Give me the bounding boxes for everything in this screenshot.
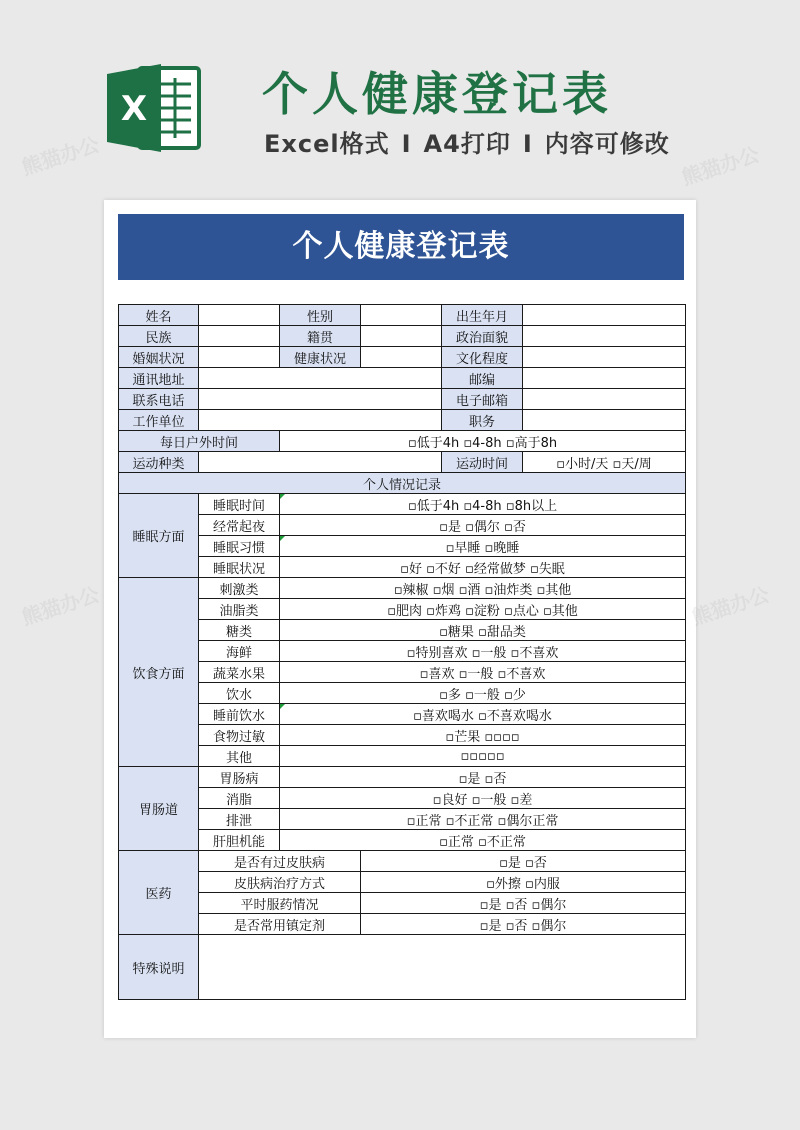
banner-subtitle [264,124,670,159]
item-label: 刺激类 [199,578,280,599]
email-label: 电子邮箱 [442,389,523,410]
item-options[interactable]: ▫糖果 ▫甜品类 [280,620,686,641]
table-row [119,431,686,452]
postcode-label: 邮编 [442,368,523,389]
marital-cell[interactable] [199,347,280,368]
item-options[interactable]: ▫好 ▫不好 ▫经常做梦 ▫失眠 [280,557,686,578]
outdoor-time-label: 每日户外时间 [119,431,280,452]
native-label: 籍贯 [280,326,361,347]
section-label: 睡眠方面 [119,494,199,578]
item-options[interactable]: ▫是 ▫否 [361,851,686,872]
health-form-table [118,304,686,1000]
watermark: 熊猫办公 [18,132,103,180]
item-options[interactable]: ▫是 ▫否 ▫偶尔 [361,893,686,914]
table-row [119,578,686,599]
birth-label: 出生年月 [442,305,523,326]
excel-logo-icon [103,60,203,156]
address-label: 通讯地址 [119,368,199,389]
item-label: 其他 [199,746,280,767]
health-label: 健康状况 [280,347,361,368]
sport-type-cell[interactable] [199,452,442,473]
marital-label: 婚姻状况 [119,347,199,368]
item-options[interactable]: ▫芒果 ▫▫▫▫ [280,725,686,746]
table-row [119,305,686,326]
birth-cell[interactable] [523,305,686,326]
ethnicity-cell[interactable] [199,326,280,347]
item-options[interactable]: ▫▫▫▫▫ [280,746,686,767]
notes-label: 特殊说明 [119,935,199,1000]
item-label: 肝胆机能 [199,830,280,851]
item-label: 胃肠病 [199,767,280,788]
item-label: 平时服药情况 [199,893,361,914]
political-cell[interactable] [523,326,686,347]
item-label: 睡前饮水 [199,704,280,725]
table-row [119,368,686,389]
item-options[interactable]: ▫是 ▫偶尔 ▫否 [280,515,686,536]
separator: I [401,130,412,158]
political-label: 政治面貌 [442,326,523,347]
table-row [119,536,686,557]
table-row [119,410,686,431]
position-label: 职务 [442,410,523,431]
table-row [119,641,686,662]
table-row [119,452,686,473]
feature-print: A4打印 [423,130,511,158]
item-options[interactable]: ▫特别喜欢 ▫一般 ▫不喜欢 [280,641,686,662]
education-cell[interactable] [523,347,686,368]
gender-label: 性别 [280,305,361,326]
logo-letter: X [120,89,148,129]
table-row [119,662,686,683]
banner-title: 个人健康登记表 [262,67,612,121]
watermark: 熊猫办公 [688,582,773,630]
sport-type-label: 运动种类 [119,452,199,473]
workplace-label: 工作单位 [119,410,199,431]
item-label: 排泄 [199,809,280,830]
item-label: 油脂类 [199,599,280,620]
position-cell[interactable] [523,410,686,431]
gender-cell[interactable] [361,305,442,326]
table-row [119,599,686,620]
item-label: 糖类 [199,620,280,641]
workplace-cell[interactable] [199,410,442,431]
table-row [119,704,686,725]
item-label: 睡眠习惯 [199,536,280,557]
item-label: 海鲜 [199,641,280,662]
name-cell[interactable] [199,305,280,326]
item-label: 睡眠状况 [199,557,280,578]
table-row [119,557,686,578]
ethnicity-label: 民族 [119,326,199,347]
item-options[interactable]: ▫多 ▫一般 ▫少 [280,683,686,704]
feature-format: Excel格式 [264,130,390,158]
separator: I [522,130,533,158]
table-row [119,788,686,809]
section-label: 胃肠道 [119,767,199,851]
item-options[interactable]: ▫是 ▫否 ▫偶尔 [361,914,686,935]
item-options[interactable]: ▫肥肉 ▫炸鸡 ▫淀粉 ▫点心 ▫其他 [280,599,686,620]
postcode-cell[interactable] [523,368,686,389]
item-options[interactable]: ▫外擦 ▫内服 [361,872,686,893]
record-section-title: 个人情况记录 [119,473,686,494]
watermark: 熊猫办公 [678,142,763,190]
notes-cell[interactable] [199,935,686,1000]
item-options[interactable]: ▫辣椒 ▫烟 ▫酒 ▫油炸类 ▫其他 [280,578,686,599]
promo-banner [0,0,800,190]
item-label: 经常起夜 [199,515,280,536]
item-options[interactable]: ▫良好 ▫一般 ▫差 [280,788,686,809]
item-label: 蔬菜水果 [199,662,280,683]
feature-edit: 内容可修改 [544,130,670,158]
table-row [119,746,686,767]
table-row [119,515,686,536]
email-cell[interactable] [523,389,686,410]
native-cell[interactable] [361,326,442,347]
table-row [119,872,686,893]
watermark: 熊猫办公 [18,582,103,630]
address-cell[interactable] [199,368,442,389]
health-cell[interactable] [361,347,442,368]
table-row [119,851,686,872]
form-sheet [104,200,696,1038]
table-row [119,473,686,494]
table-row [119,830,686,851]
item-options[interactable]: ▫是 ▫否 [280,767,686,788]
item-options[interactable]: ▫喜欢喝水 ▫不喜欢喝水 [280,704,686,725]
item-options[interactable]: ▫喜欢 ▫一般 ▫不喜欢 [280,662,686,683]
sport-time-label: 运动时间 [442,452,523,473]
table-row [119,809,686,830]
item-options[interactable]: ▫正常 ▫不正常 [280,830,686,851]
phone-label: 联系电话 [119,389,199,410]
item-label: 皮肤病治疗方式 [199,872,361,893]
education-label: 文化程度 [442,347,523,368]
name-label: 姓名 [119,305,199,326]
item-options[interactable]: ▫低于4h ▫4-8h ▫8h以上 [280,494,686,515]
item-label: 食物过敏 [199,725,280,746]
outdoor-time-options[interactable]: ▫低于4h ▫4-8h ▫高于8h [280,431,686,452]
sport-time-options[interactable]: ▫小时/天 ▫天/周 [523,452,686,473]
table-row [119,935,686,1000]
table-row [119,893,686,914]
table-row [119,914,686,935]
table-row [119,326,686,347]
section-label: 饮食方面 [119,578,199,767]
section-label: 医药 [119,851,199,935]
item-label: 消脂 [199,788,280,809]
table-row [119,389,686,410]
table-row [119,725,686,746]
item-label: 是否有过皮肤病 [199,851,361,872]
item-label: 饮水 [199,683,280,704]
item-label: 睡眠时间 [199,494,280,515]
phone-cell[interactable] [199,389,442,410]
table-row [119,683,686,704]
table-row [119,347,686,368]
item-label: 是否常用镇定剂 [199,914,361,935]
table-row [119,767,686,788]
table-row [119,620,686,641]
item-options[interactable]: ▫早睡 ▫晚睡 [280,536,686,557]
form-title: 个人健康登记表 [118,214,684,280]
table-row [119,494,686,515]
item-options[interactable]: ▫正常 ▫不正常 ▫偶尔正常 [280,809,686,830]
